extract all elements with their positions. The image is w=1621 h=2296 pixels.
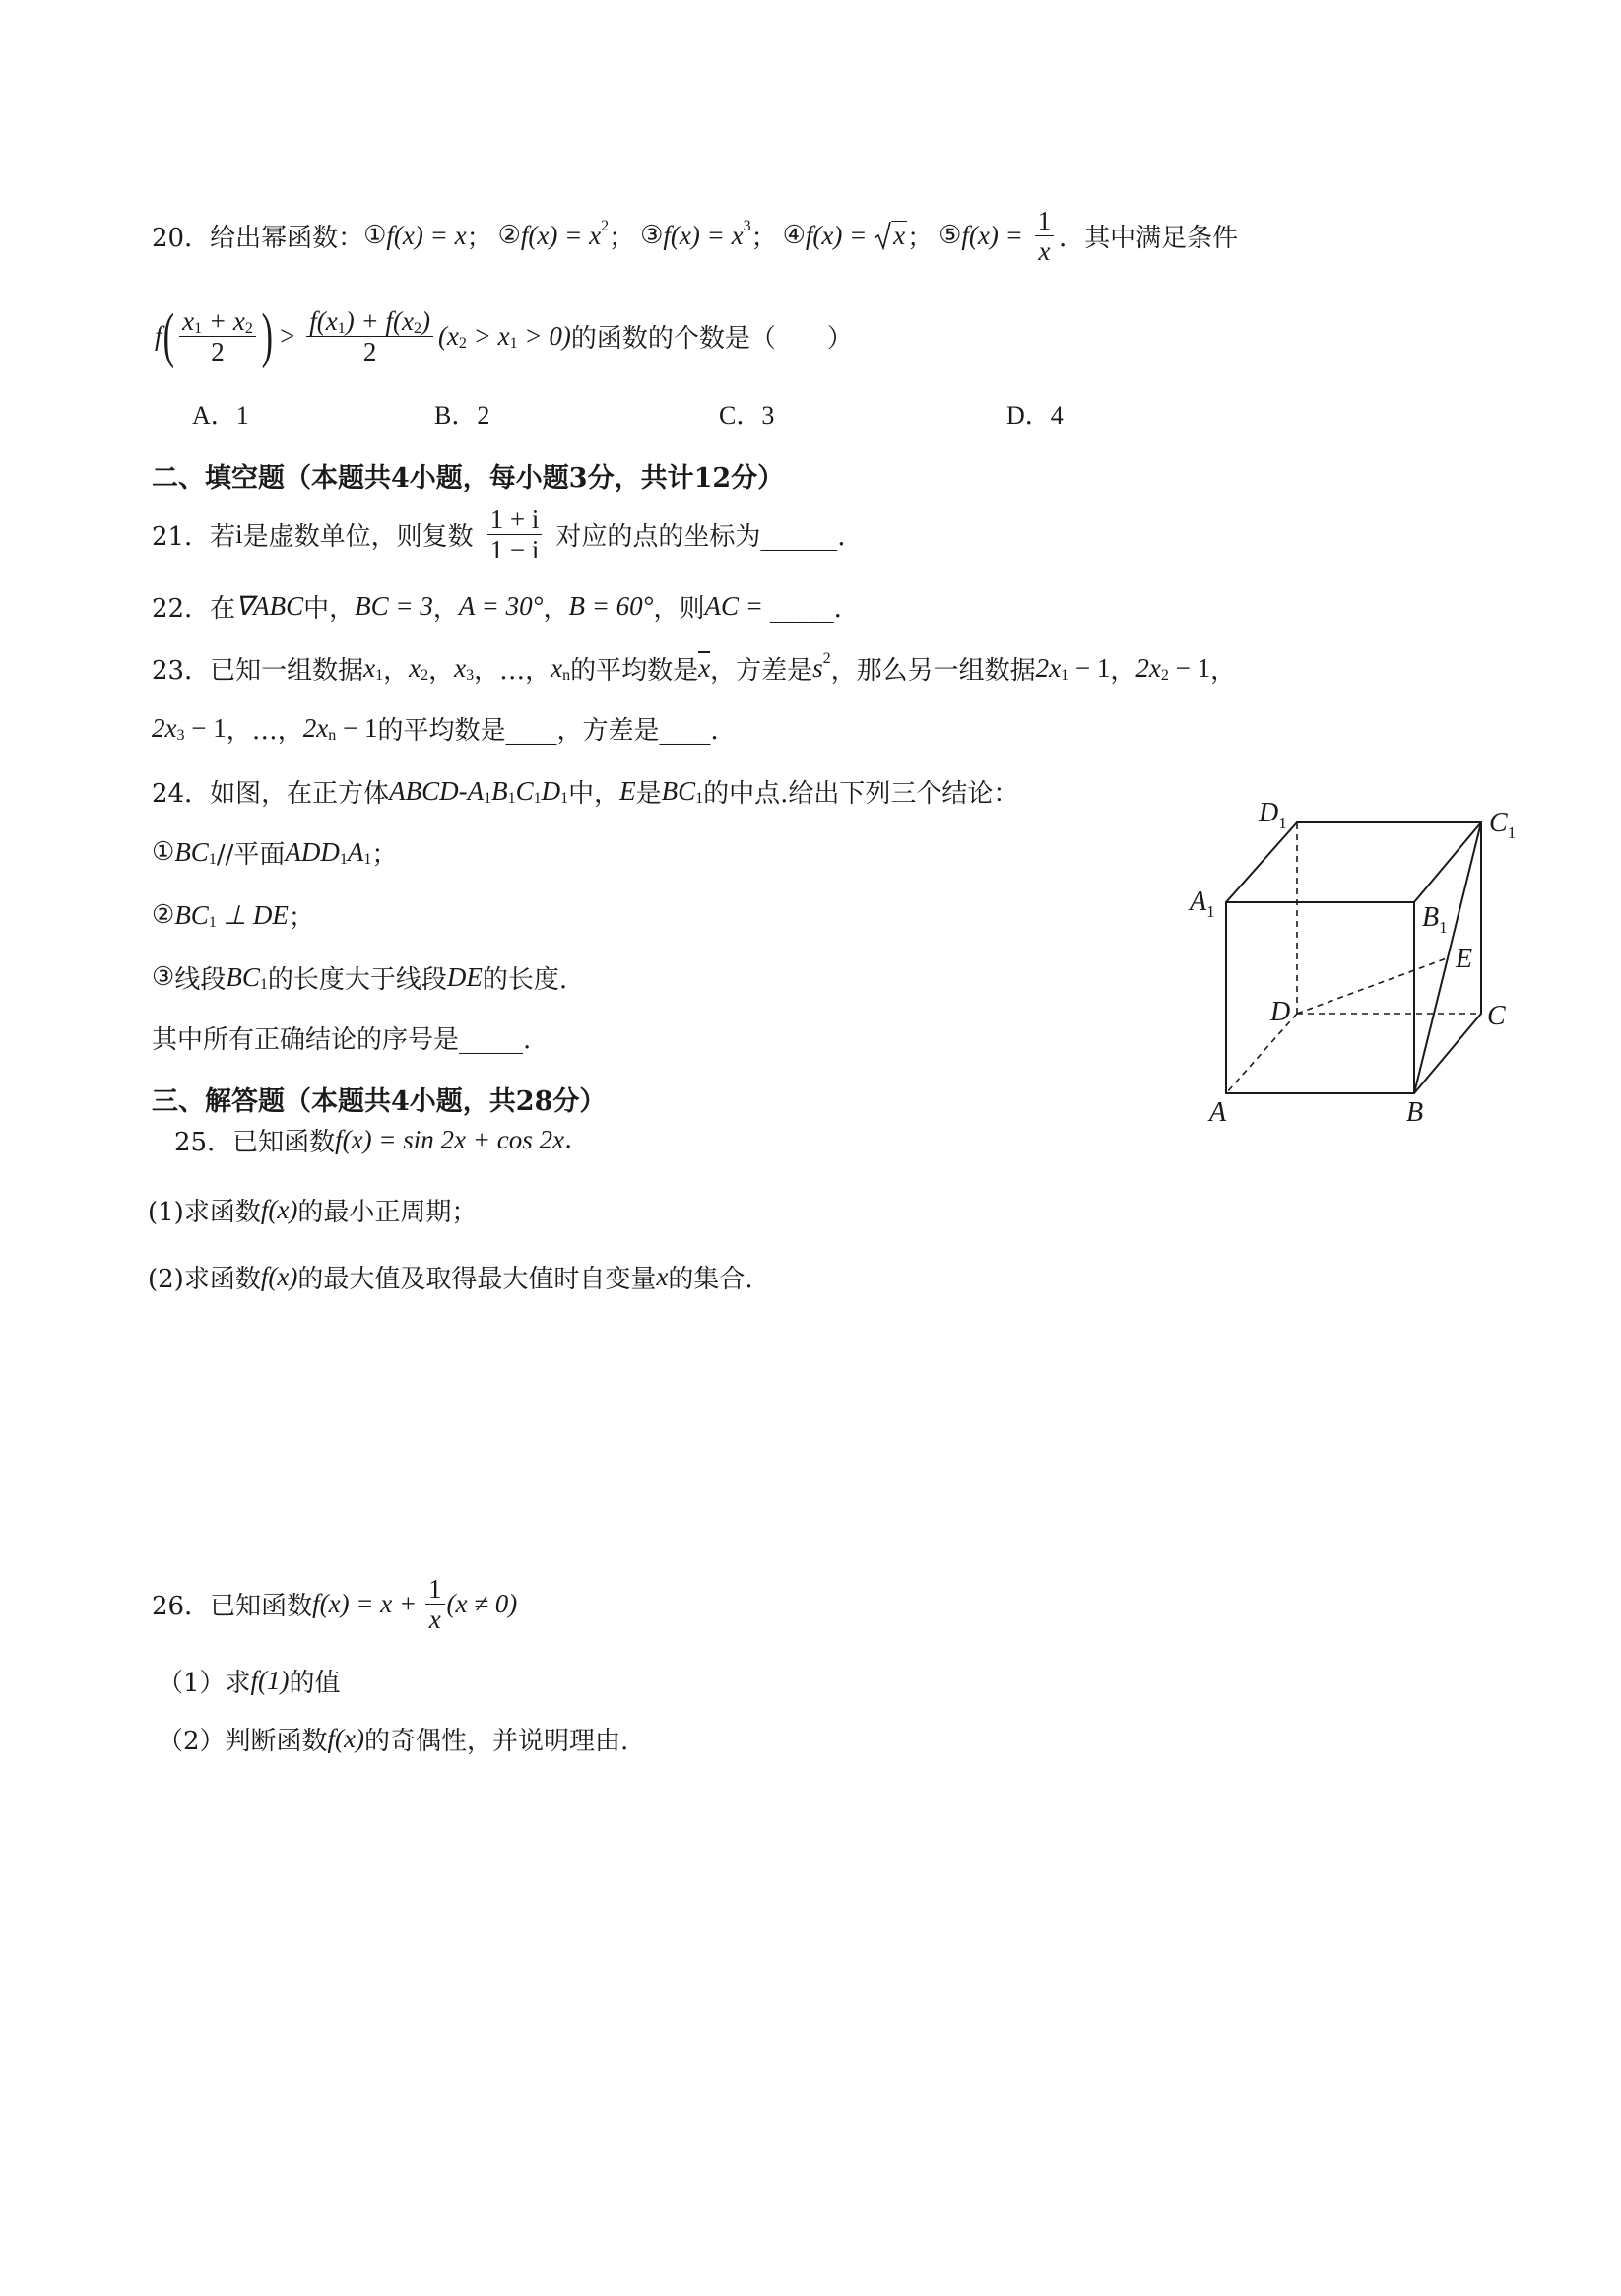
vertex-label-b: B [1406,1097,1424,1128]
separator: ； [609,223,635,253]
conclusion-text: 的长度大于线段 [267,964,447,995]
part-text: 的最小正周期； [297,1197,478,1227]
circled-number: ③ [640,221,664,250]
vertex-label-d1: $D_1$ [1259,798,1287,832]
vertex-label-a1: $A_1$ [1190,886,1215,921]
q24-ask-text: 其中所有正确结论的序号是_____. [152,1024,532,1055]
subscript: 2 [413,319,421,337]
separator: ， [383,655,410,686]
transformed-x1: 2x [1035,652,1062,683]
fraction [1035,206,1055,266]
subscript: 1 [1061,667,1070,684]
function-value: f(1) [250,1665,290,1695]
point-e: E [619,775,636,806]
subscript: 1 [363,851,372,868]
cube-figure [1172,788,1536,1133]
variable-x: x [656,1261,669,1291]
power-function-1: f(x) = x [386,220,467,250]
vertex-label-d: D [1270,997,1291,1027]
conclusion-text: 的长度. [482,964,568,995]
option-b: B．2 [434,401,490,429]
cube-name: D [541,775,561,806]
q20-intro: 20．给出幂函数： [152,223,364,253]
vertex-label-c: C [1487,1001,1506,1031]
power-function-2: f(x) = x [520,220,602,250]
exponent: 3 [743,218,751,234]
separator: ； [907,223,934,253]
point-label-e: E [1456,944,1473,974]
vertex-label-b1: $B_1$ [1422,902,1448,937]
part-text: 的值 [289,1668,341,1698]
term: + x [202,305,245,336]
function-symbol: f(x) [327,1723,365,1753]
separator: ，则 [653,593,705,623]
circled-number: ② [497,221,521,250]
q22 [152,589,860,623]
q23-other-text: ，那么另一组数据 [830,655,1036,686]
range: > 0) [517,320,571,351]
q23-variance-text: ，方差是 [710,655,813,686]
q23-post: 的平均数是____，方差是____． [377,715,737,746]
period: . [563,1125,573,1154]
section-title: 三、解答题（本题共4小题，共28分） [152,1085,607,1117]
transformed-x3: 2x [152,712,177,743]
subscript: 3 [466,667,475,684]
circled-number: ① [152,837,175,867]
section-header-fill-in [152,458,784,492]
part-text: 的最大值及取得最大值时自变量 [297,1264,657,1294]
transformed-x2: 2x [1135,652,1161,683]
circled-number: ⑤ [939,221,962,250]
side-ac: AC = [704,590,770,621]
angle-b: B = 60° [568,590,654,621]
q24-pre: 24．如图，在正方体 [152,778,390,809]
denominator: x [425,1604,445,1634]
denominator: 2 [306,336,433,366]
imaginary-unit: i [235,518,243,549]
fraction-rhs [306,306,433,366]
q25-part-2 [148,1260,753,1293]
left-paren: ( [162,302,174,369]
numerator [306,306,433,336]
transformed-xn: 2x [302,712,329,743]
part-text: (1)求函数 [148,1197,261,1227]
minus-one: − 1 [184,712,227,743]
answer-blank: _____． [769,593,860,623]
minus-one: − 1 [336,712,378,743]
q24-post: 的中点.给出下列三个结论： [703,778,1019,809]
separator: ，…， [226,715,303,746]
subscript: 2 [421,667,429,684]
q25-pre: 25．已知函数 [174,1127,336,1157]
subscript: 1 [509,335,518,352]
plane-name: ADD [285,836,340,867]
part-text: 的集合. [668,1264,753,1294]
option-a: A．1 [192,401,249,429]
variance-symbol: s [812,652,823,683]
fraction-lhs [179,306,256,366]
exponent: 2 [601,218,610,234]
minus-one: − 1 [1168,652,1211,683]
q23-mean-text: 的平均数是 [570,655,699,686]
separator: ， [543,593,569,623]
segment-bc1: BC [226,961,260,992]
q26-stem [152,1569,517,1638]
subscript: 2 [458,335,467,352]
minus-one: − 1 [1069,652,1111,683]
part-text: （2）判断函数 [158,1726,328,1756]
segment-bc1: BC [174,836,209,867]
subscript: 1 [560,790,569,807]
subscript: 1 [259,976,268,993]
complex-fraction [487,504,543,564]
circled-number: ④ [782,221,806,250]
separator: ； [288,902,314,933]
q24-is: 是 [635,778,662,809]
parallel-plane-text: //平面 [216,839,286,870]
greater-than: > [273,320,302,351]
subscript: 1 [507,790,516,807]
subscript: 3 [176,727,185,744]
function-symbol: f [155,320,162,351]
cube-name: B [491,775,508,806]
exponent: 2 [822,650,831,667]
q20-tail: ．其中满足条件 [1059,223,1239,253]
separator: ， [428,655,455,686]
denominator: 2 [179,336,256,366]
radical-sign-icon [874,221,891,250]
q20-question-tail: 的函数的个数是（ ） [570,323,853,354]
data-x2: x [409,652,421,683]
function-symbol: f(x) [260,1194,298,1224]
cube-name: C [515,775,534,806]
subscript: n [328,727,337,744]
denominator: x [1035,235,1055,266]
square-root [874,221,907,250]
term: f(x [309,305,338,336]
q21-pre: 21．若 [152,521,236,552]
separator: ； [371,839,398,870]
q20-condition [155,301,853,370]
vertex-label-c1: $C_1$ [1489,808,1517,842]
subscript: 2 [244,319,253,337]
q25-part-1 [148,1193,477,1226]
mean-symbol: $\overline{x}$ [698,652,711,683]
option-d: D．4 [1006,401,1064,429]
q26-part-2 [158,1722,628,1755]
separator: ， [1210,655,1237,686]
section-title: 二、填空题（本题共4小题，每小题3分，共计12分） [152,462,785,493]
q21-mid: 是虚数单位，则复数 [242,521,474,552]
fraction [425,1574,445,1634]
q24-conclusion-1 [152,835,397,869]
numerator: 1 + i [489,503,540,534]
segment-de-line [1297,958,1448,1015]
cube-edge-d1a1 [1226,822,1297,902]
range: (x [437,320,459,351]
numerator [179,306,256,336]
subscript: 1 [194,319,203,337]
q24-ask [152,1020,531,1054]
conclusion-text: 线段 [174,964,227,995]
power-function-3: f(x) = x [663,220,744,250]
range: > x [466,320,510,351]
separator: ， [432,593,459,623]
circled-number: ② [152,900,175,930]
denominator: 1 − i [487,534,543,564]
segment-de: DE [446,961,483,992]
cube-name: ABCD-A [389,775,485,806]
separator: ； [466,223,492,253]
q24-mid: 中， [568,778,620,809]
part-text: (2)求函数 [148,1264,261,1294]
function-definition: f(x) = sin 2x + cos 2x [335,1124,564,1154]
function-definition: f(x) = x + [312,1588,423,1618]
term: ) + f(x [345,305,414,336]
q22-pre: 22．在 [152,593,236,623]
section-header-answer [152,1082,606,1115]
q24-conclusion-2 [152,898,314,932]
q26-pre: 26．已知函数 [152,1591,313,1621]
circled-number: ③ [152,962,175,992]
q23-line-1 [152,651,1236,685]
separator: ，…， [474,655,551,686]
numerator: 1 [1037,205,1052,235]
angle-a: A = 30° [458,590,544,621]
subscript: 1 [375,667,384,684]
data-x1: x [363,652,376,683]
power-function-4: f(x) = [805,220,875,250]
subscript: 1 [339,851,348,868]
triangle-name: ∇ABC [235,590,304,621]
q23-line-2 [152,711,736,745]
subscript: 1 [208,851,217,868]
data-x3: x [454,652,467,683]
part-text: （1）求 [158,1668,251,1698]
side-bc: BC = 3 [355,590,433,621]
numerator: 1 [428,1573,442,1604]
domain-condition: (x ≠ 0) [446,1588,518,1618]
part-text: 的奇偶性，并说明理由. [364,1726,629,1756]
perpendicular-relation: ⊥ DE [216,899,289,930]
q20-stem [152,201,1238,270]
q21 [152,499,863,568]
data-xn: x [551,652,563,683]
q22-mid: 中， [303,593,356,623]
term: ) [421,305,430,336]
q24-stem [152,774,1018,808]
subscript: n [562,667,571,684]
subscript: 1 [484,790,492,807]
radicand: x [893,221,906,250]
subscript: 1 [337,319,346,337]
option-c: C．3 [719,401,775,429]
subscript: 1 [533,790,542,807]
q23-pre: 23．已知一组数据 [152,655,364,686]
q26-part-1 [158,1664,341,1697]
subscript: 1 [208,914,217,931]
separator: ； [750,223,777,253]
subscript: 2 [1160,667,1169,684]
q24-conclusion-3 [152,960,567,994]
term: x [182,305,195,336]
subscript: 1 [695,790,704,807]
q25-stem [174,1123,572,1156]
separator: ， [1110,655,1136,686]
function-symbol: f(x) [260,1261,298,1291]
segment-bc1: BC [661,775,696,806]
segment-bc1: BC [174,899,209,930]
right-paren: ) [261,302,273,369]
circled-number: ① [363,221,387,250]
plane-name: A [347,836,364,867]
q21-post: 对应的点的坐标为______． [555,521,864,552]
vertex-label-a: A [1209,1097,1227,1128]
power-function-5: f(x) = [961,220,1030,250]
